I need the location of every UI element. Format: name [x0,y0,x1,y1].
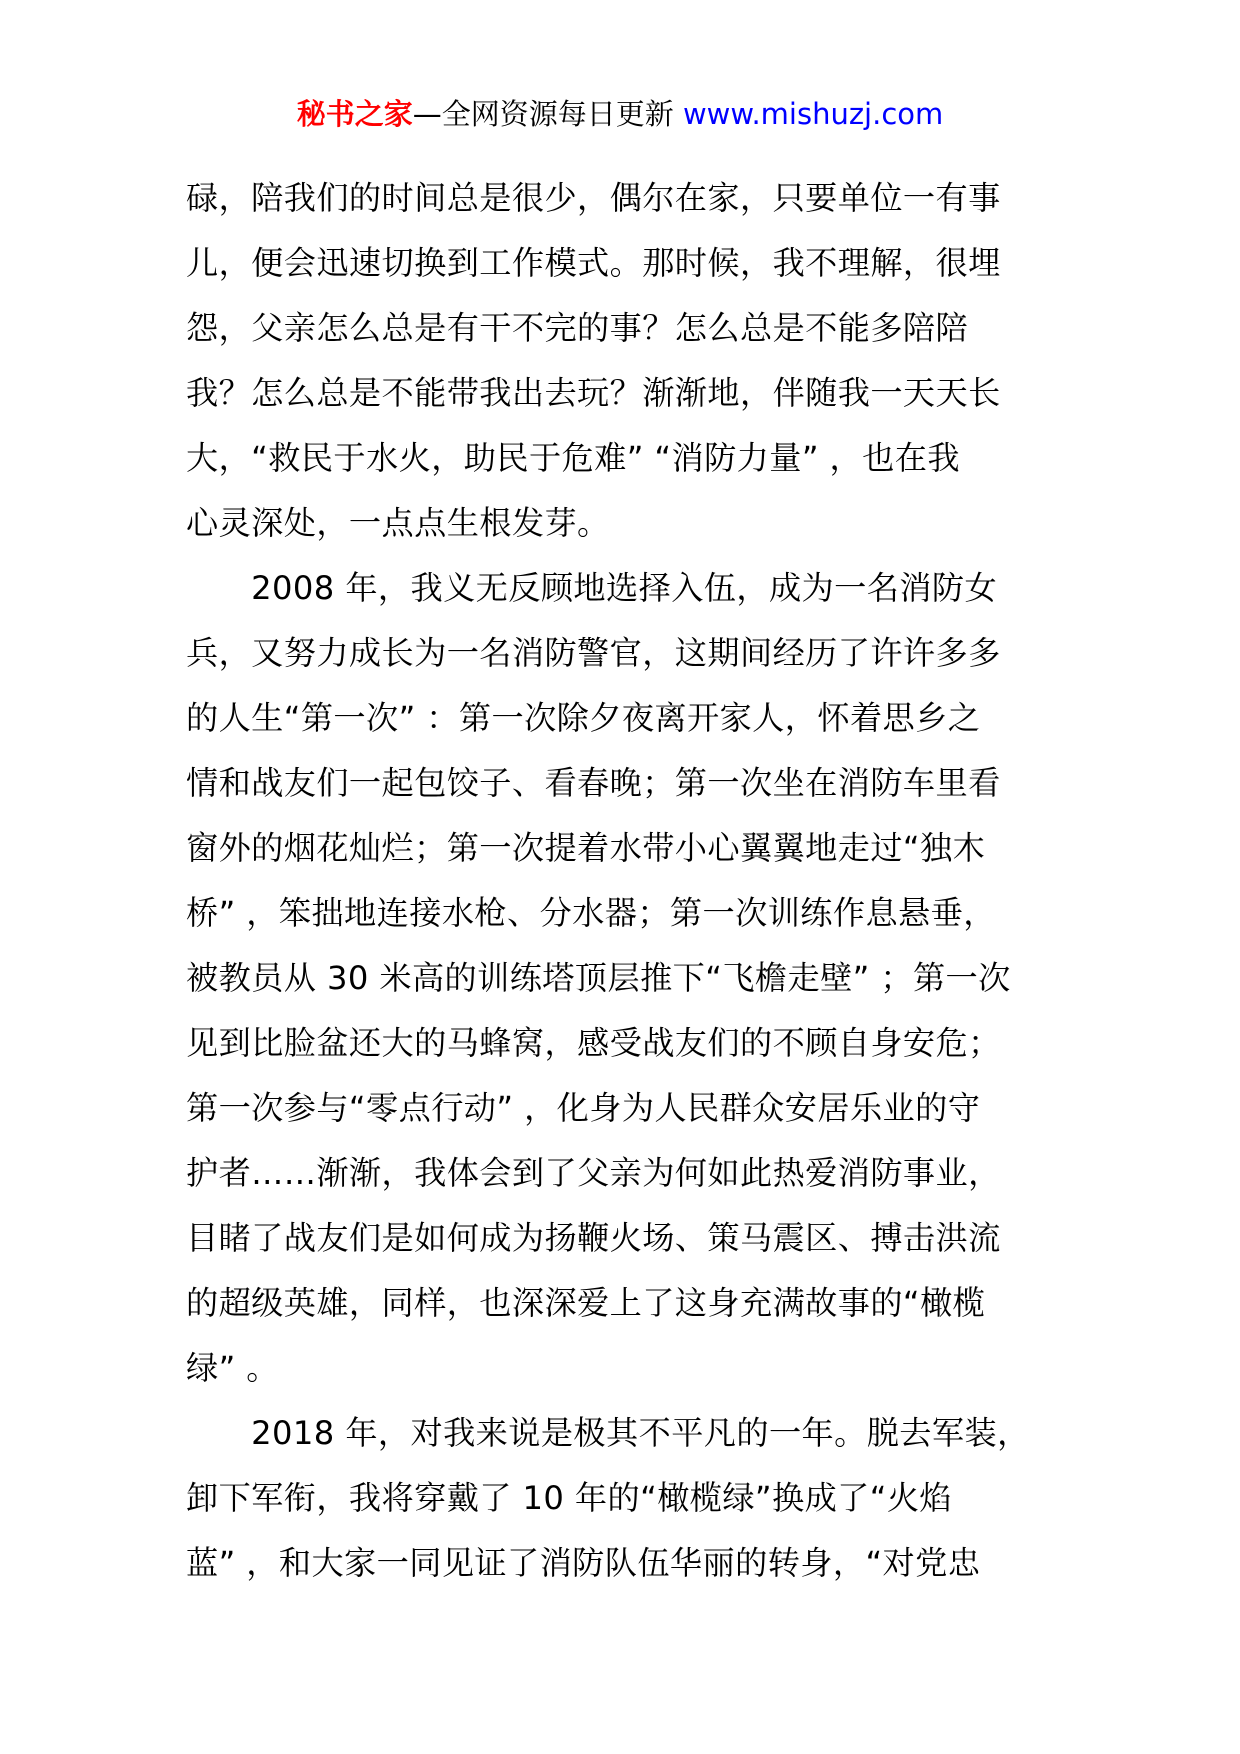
text-line: 护者……渐渐，我体会到了父亲为何如此热爱消防事业， [186,1154,1001,1192]
header-tagline: —全网资源每日更新 [412,97,683,131]
text-line: 目睹了战友们是如何成为扬鞭火场、策马震区、搏击洪流 [186,1219,1001,1257]
text-line: 卸下军衔，我将穿戴了 10 年的“橄榄绿”换成了“火焰 [186,1479,952,1517]
text-line: 被教员从 30 米高的训练塔顶层推下“飞檐走壁” ；第一次 [186,959,1011,997]
text-line: 的超级英雄，同样，也深深爱上了这身充满故事的“橄榄 [186,1284,986,1322]
text-line: 兵，又努力成长为一名消防警官，这期间经历了许许多多 [186,634,1001,672]
text-line: 2008 年，我义无反顾地选择入伍，成为一名消防女 [186,569,998,607]
text-line: 我？怎么总是不能带我出去玩？渐渐地，伴随我一天天长 [186,374,1001,412]
article-body [186,166,1056,1596]
brand-name: 秘书之家 [296,97,413,131]
text-line: 第一次参与“零点行动” ，化身为人民群众安居乐业的守 [186,1089,981,1127]
text-line: 蓝” ，和大家一同见证了消防队伍华丽的转身，“对党忠 [186,1544,981,1582]
text-line: 的人生“第一次” ：第一次除夕夜离开家人，怀着思乡之 [186,699,981,737]
site-url-link[interactable]: www.mishuzj.com [682,97,944,131]
text-line: 心灵深处，一点点生根发芽。 [186,504,610,542]
text-line: 碌，陪我们的时间总是很少，偶尔在家，只要单位一有事 [186,179,1001,217]
text-line: 情和战友们一起包饺子、看春晚；第一次坐在消防车里看 [186,764,1001,802]
text-line: 儿，便会迅速切换到工作模式。那时候，我不理解，很埋 [186,244,1001,282]
text-line: 绿” 。 [186,1349,279,1387]
text-line: 见到比脸盆还大的马蜂窝，感受战友们的不顾自身安危； [186,1024,1001,1062]
text-line: 大，“救民于水火，助民于危难” “消防力量” ，也在我 [186,439,960,477]
page-header [0,94,1240,134]
text-line: 桥” ，笨拙地连接水枪、分水器；第一次训练作息悬垂， [186,894,996,932]
text-line: 窗外的烟花灿烂；第一次提着水带小心翼翼地走过“独木 [186,829,986,867]
text-line: 2018 年，对我来说是极其不平凡的一年。脱去军装， [186,1414,1030,1452]
text-line: 怨，父亲怎么总是有干不完的事？怎么总是不能多陪陪 [186,309,969,347]
